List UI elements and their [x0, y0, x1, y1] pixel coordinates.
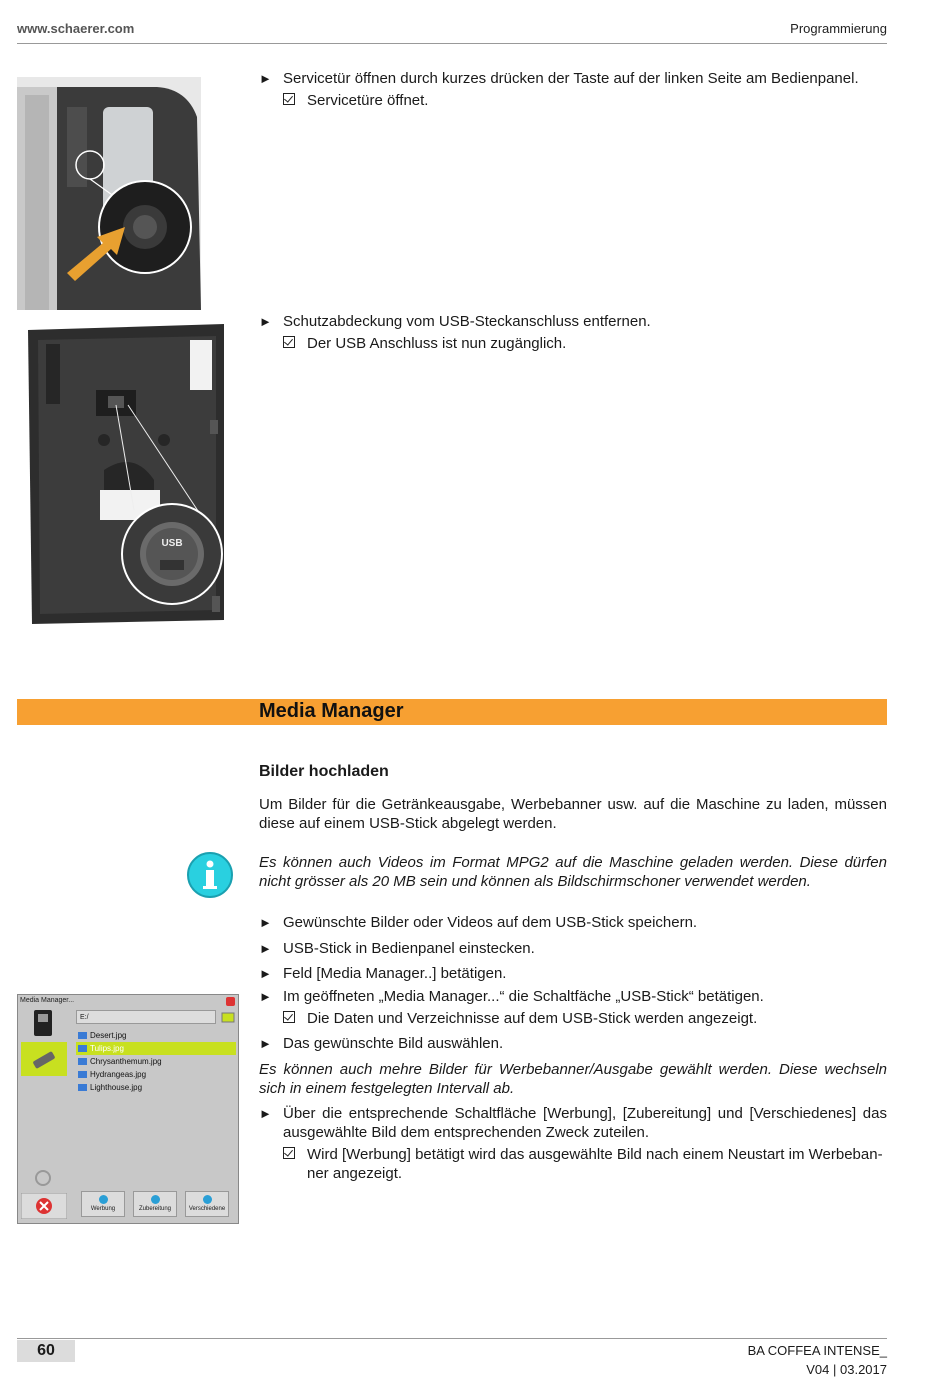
step-assign-image: ► Über die entsprechende Schaltfläche [Werbung], [Zubereitung] und [Verschiedenes] das ausgewählte Bild dem entsprechenden Zweck zuteilen. — [259, 1105, 887, 1141]
mm-file-item[interactable]: Hydrangeas.jpg — [76, 1068, 236, 1081]
multi-image-note: Es können auch mehre Bilder für Werbebanner/Ausgabe gewählt werden. Diese wechseln sich in einem festgelegten Intervall ab. — [259, 1061, 887, 1097]
step-text: Gewünschte Bilder oder Videos auf dem USB-Stick speichern. — [283, 914, 698, 931]
footer-version: V04 | 03.2017 — [806, 1362, 887, 1377]
step-open-service-door: ► Servicetür öffnen durch kurzes drücken der Taste auf der linken Seite am Bedienpanel. — [259, 70, 859, 87]
step-text: Schutzabdeckung vom USB-Steckanschluss entfernen. — [283, 313, 651, 330]
close-icon[interactable] — [226, 997, 235, 1006]
step-save-images: ► Gewünschte Bilder oder Videos auf dem USB-Stick speichern. — [259, 914, 698, 931]
step-remove-usb-cover: ► Schutzabdeckung vom USB-Steckanschluss entfernen. — [259, 313, 651, 330]
mm-file-item[interactable]: Desert.jpg — [76, 1029, 236, 1042]
result-werbung-line2: ner angezeigt. — [307, 1165, 403, 1182]
cancel-button[interactable] — [21, 1193, 67, 1219]
header-divider — [17, 43, 887, 44]
mm-file-item[interactable]: Lighthouse.jpg — [76, 1081, 236, 1094]
folder-up-icon[interactable] — [221, 1010, 235, 1024]
step-text: Feld [Media Manager..] betätigen. — [283, 965, 507, 982]
mm-file-item-selected[interactable]: Tulips.jpg — [76, 1042, 236, 1055]
result-werbung-line1 — [259, 1145, 887, 1164]
result-service-door — [259, 91, 887, 110]
step-insert-usb: ► USB-Stick in Bedienpanel einstecken. — [259, 940, 535, 957]
verschiedene-button[interactable]: Verschiedene — [185, 1191, 229, 1217]
usb-stick-icon[interactable] — [21, 1042, 67, 1076]
mm-file-list — [76, 1029, 236, 1094]
result-text: Der USB Anschluss ist nun zugänglich. — [307, 335, 567, 352]
result-usb-accessible — [259, 334, 887, 353]
section-title: Media Manager — [259, 700, 404, 722]
footer-doc-title: BA COFFEA INTENSE_ — [747, 1343, 887, 1358]
section-bar — [17, 699, 887, 725]
result-text: Wird [Werbung] betätigt wird das ausgewählte Bild nach einem Neustart im Werbeban- — [307, 1146, 883, 1163]
refresh-icon[interactable] — [32, 1169, 54, 1187]
werbung-button[interactable]: Werbung — [81, 1191, 125, 1217]
checkbox-icon — [283, 93, 295, 105]
header-website: www.schaerer.com — [17, 21, 135, 36]
header-section: Programmierung — [790, 21, 887, 36]
step-text: Das gewünschte Bild auswählen. — [283, 1035, 504, 1052]
usb-port-figure — [24, 320, 230, 628]
footer-divider — [17, 1338, 887, 1339]
result-text: Servicetüre öffnet. — [307, 92, 429, 109]
mm-file-item[interactable]: Chrysanthemum.jpg — [76, 1055, 236, 1068]
step-press-media-manager: ► Feld [Media Manager..] betätigen. — [259, 965, 507, 982]
step-text: Servicetür öffnen durch kurzes drücken der Taste auf der linken Seite am Bedienpanel. — [283, 70, 859, 87]
result-text: Die Daten und Verzeichnisse auf dem USB-Stick werden angezeigt. — [307, 1010, 758, 1027]
step-text: USB-Stick in Bedienpanel einstecken. — [283, 940, 535, 957]
subsection-title: Bilder hochladen — [259, 763, 389, 780]
info-note: Es können auch Videos im Format MPG2 auf die Maschine geladen werden. Diese dürfen nicht grösser als 20 MB sein und können als Bildschirmschoner verwendet werden. — [259, 854, 887, 890]
info-icon — [186, 851, 234, 899]
checkbox-icon — [283, 1147, 295, 1159]
mm-path-field[interactable]: E:/ — [76, 1010, 216, 1024]
result-data-shown — [259, 1009, 887, 1028]
service-door-photo — [17, 77, 201, 310]
intro-paragraph: Um Bilder für die Getränkeausgabe, Werbebanner usw. auf die Maschine zu laden, müssen diese auf einem USB-Stick abgelegt werden. — [259, 796, 887, 832]
step-text: Im geöffneten „Media Manager...“ die Schaltfäche „USB-Stick“ betätigen. — [283, 988, 764, 1005]
media-manager-screenshot — [17, 994, 239, 1224]
checkbox-icon — [283, 336, 295, 348]
usb-label: USB — [161, 538, 183, 549]
step-text: Über die entsprechende Schaltfläche [Werbung], [Zubereitung] und [Verschiedenes] das ausgewählte Bild dem entsprechenden Zweck zuteilen. — [283, 1105, 887, 1141]
zubereitung-button[interactable]: Zubereitung — [133, 1191, 177, 1217]
machine-icon[interactable] — [28, 1008, 58, 1038]
step-select-image: ► Das gewünschte Bild auswählen. — [259, 1035, 504, 1052]
checkbox-icon — [283, 1011, 295, 1023]
mm-title: Media Manager... — [20, 997, 75, 1004]
page-number: 60 — [17, 1340, 75, 1362]
step-press-usb-stick: ► Im geöffneten „Media Manager...“ die Schaltfäche „USB-Stick“ betätigen. — [259, 988, 764, 1005]
